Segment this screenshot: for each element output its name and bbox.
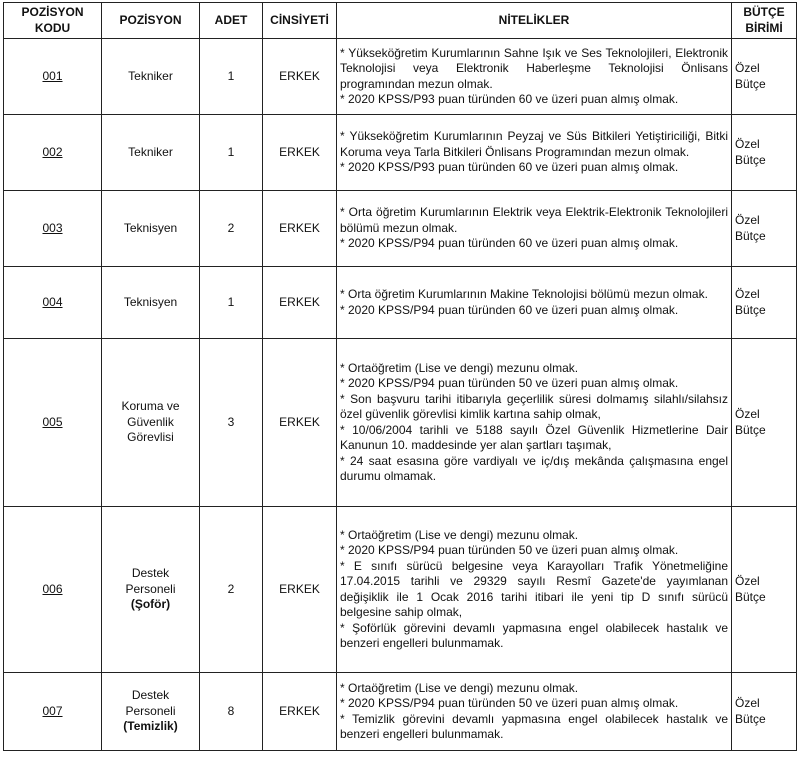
budget-cell: Özel Bütçe [732, 115, 797, 191]
qualification-item: * 2020 KPSS/P94 puan türünden 50 ve üzeri puan almış olmak. [340, 543, 679, 557]
budget-cell: Özel Bütçe [732, 339, 797, 507]
qualifications-cell [337, 191, 732, 267]
position-code-cell: 007 [4, 673, 102, 751]
budget-cell: Özel Bütçe [732, 267, 797, 339]
position-name-cell: Destek Personeli (Temizlik) [102, 673, 200, 751]
table-row [4, 507, 797, 673]
position-code-cell: 003 [4, 191, 102, 267]
header-gender: CİNSİYETİ [263, 3, 337, 39]
qualification-item: * Orta öğretim Kurumlarının Elektrik veya Elektrik-Elektronik Teknolojileri bölümü mezun olmak. [340, 205, 728, 235]
table-row [4, 267, 797, 339]
table-row [4, 673, 797, 751]
position-code-cell: 006 [4, 507, 102, 673]
qualification-item: * 2020 KPSS/P94 puan türünden 50 ve üzeri puan almış olmak. [340, 376, 679, 390]
qualifications-cell [337, 339, 732, 507]
budget-cell: Özel Bütçe [732, 39, 797, 115]
qualifications-cell [337, 39, 732, 115]
header-position: POZİSYON [102, 3, 200, 39]
header-position-code: POZİSYON KODU [4, 3, 102, 39]
header-budget-unit: BÜTÇE BİRİMİ [732, 3, 797, 39]
qualifications-cell [337, 267, 732, 339]
qualification-item: * Ortaöğretim (Lise ve dengi) mezunu olmak. [340, 360, 579, 375]
gender-cell: ERKEK [263, 39, 337, 115]
position-code-cell: 004 [4, 267, 102, 339]
table-row [4, 191, 797, 267]
gender-cell: ERKEK [263, 339, 337, 507]
table-row [4, 39, 797, 115]
table-row [4, 115, 797, 191]
gender-cell: ERKEK [263, 191, 337, 267]
position-name-cell: Koruma ve Güvenlik Görevlisi [102, 339, 200, 507]
position-name-cell: Tekniker [102, 115, 200, 191]
count-cell: 1 [200, 39, 263, 115]
table-row [4, 339, 797, 507]
qualification-item: * 24 saat esasına göre vardiyalı ve iç/dış mekânda çalışmasına engel durumu olmamak. [340, 453, 728, 483]
gender-cell: ERKEK [263, 673, 337, 751]
qualification-item: * Son başvuru tarihi itibarıyla geçerlilik süresi dolmamış silahlı/silahsız özel güvenlik görevlisi kimlik kartına sahip olmak, [340, 391, 728, 421]
count-cell: 2 [200, 507, 263, 673]
position-code-cell: 002 [4, 115, 102, 191]
budget-cell: Özel Bütçe [732, 507, 797, 673]
qualification-item: * 2020 KPSS/P94 puan türünden 50 ve üzeri puan almış olmak. [340, 696, 679, 710]
table-header-row [4, 3, 797, 39]
qualification-item: * 2020 KPSS/P94 puan türünden 60 ve üzeri puan almış olmak. [340, 302, 679, 317]
qualifications-cell [337, 507, 732, 673]
budget-cell: Özel Bütçe [732, 673, 797, 751]
position-name-cell: Teknisyen [102, 267, 200, 339]
header-count: ADET [200, 3, 263, 39]
qualifications-cell [337, 115, 732, 191]
budget-cell: Özel Bütçe [732, 191, 797, 267]
gender-cell: ERKEK [263, 115, 337, 191]
gender-cell: ERKEK [263, 267, 337, 339]
position-name-cell: Destek Personeli (Şoför) [102, 507, 200, 673]
position-code-cell: 001 [4, 39, 102, 115]
qualification-item: * 2020 KPSS/P93 puan türünden 60 ve üzeri puan almış olmak. [340, 160, 679, 175]
position-name-cell: Teknisyen [102, 191, 200, 267]
count-cell: 1 [200, 115, 263, 191]
count-cell: 8 [200, 673, 263, 751]
qualification-item: * 2020 KPSS/P93 puan türünden 60 ve üzeri puan almış olmak. [340, 92, 679, 106]
qualification-item: * 2020 KPSS/P94 puan türünden 60 ve üzeri puan almış olmak. [340, 236, 679, 251]
qualification-item: * Temizlik görevini devamlı yapmasına engel olabilecek hastalık ve benzeri engelleri bulunmamak. [340, 711, 728, 741]
qualification-item: * 10/06/2004 tarihli ve 5188 sayılı Özel Güvenlik Hizmetlerine Dair Kanunun 10. maddesinde yer alan şartları taşımak, [340, 422, 728, 452]
qualification-item: * Orta öğretim Kurumlarının Makine Teknolojisi bölümü mezun olmak. [340, 287, 708, 301]
positions-table [3, 2, 797, 751]
count-cell: 3 [200, 339, 263, 507]
count-cell: 1 [200, 267, 263, 339]
position-name-cell: Tekniker [102, 39, 200, 115]
qualification-item: * Ortaöğretim (Lise ve dengi) mezunu olmak. [340, 527, 579, 542]
position-code-cell: 005 [4, 339, 102, 507]
qualification-item: * Ortaöğretim (Lise ve dengi) mezunu olmak. [340, 680, 579, 695]
count-cell: 2 [200, 191, 263, 267]
header-qualifications: NİTELİKLER [337, 3, 732, 39]
gender-cell: ERKEK [263, 507, 337, 673]
qualification-item: * Şoförlük görevini devamlı yapmasına engel olabilecek hastalık ve benzeri engelleri bulunmamak. [340, 620, 728, 650]
qualifications-cell [337, 673, 732, 751]
qualification-item: * Yükseköğretim Kurumlarının Sahne Işık ve Ses Teknolojileri, Elektronik Teknolojisi veya Elektronik Haberleşme Teknolojisi Önlisans programından mezun olmak. [340, 45, 728, 91]
qualification-item: * E sınıfı sürücü belgesine veya Karayolları Trafik Yönetmeliğine 17.04.2015 tarihli ve 29329 sayılı Resmî Gazete'de yayımlanan değişiklik ile 1 Ocak 2016 tarihi itibari ile yeni tip D sınıfı sürücü belgesine sahip olmak, [340, 558, 728, 619]
document-page [3, 2, 797, 751]
qualification-item: * Yükseköğretim Kurumlarının Peyzaj ve Süs Bitkileri Yetiştiriciliği, Bitki Koruma veya Tarla Bitkileri Önlisans Programından mezun olmak. [340, 129, 728, 159]
